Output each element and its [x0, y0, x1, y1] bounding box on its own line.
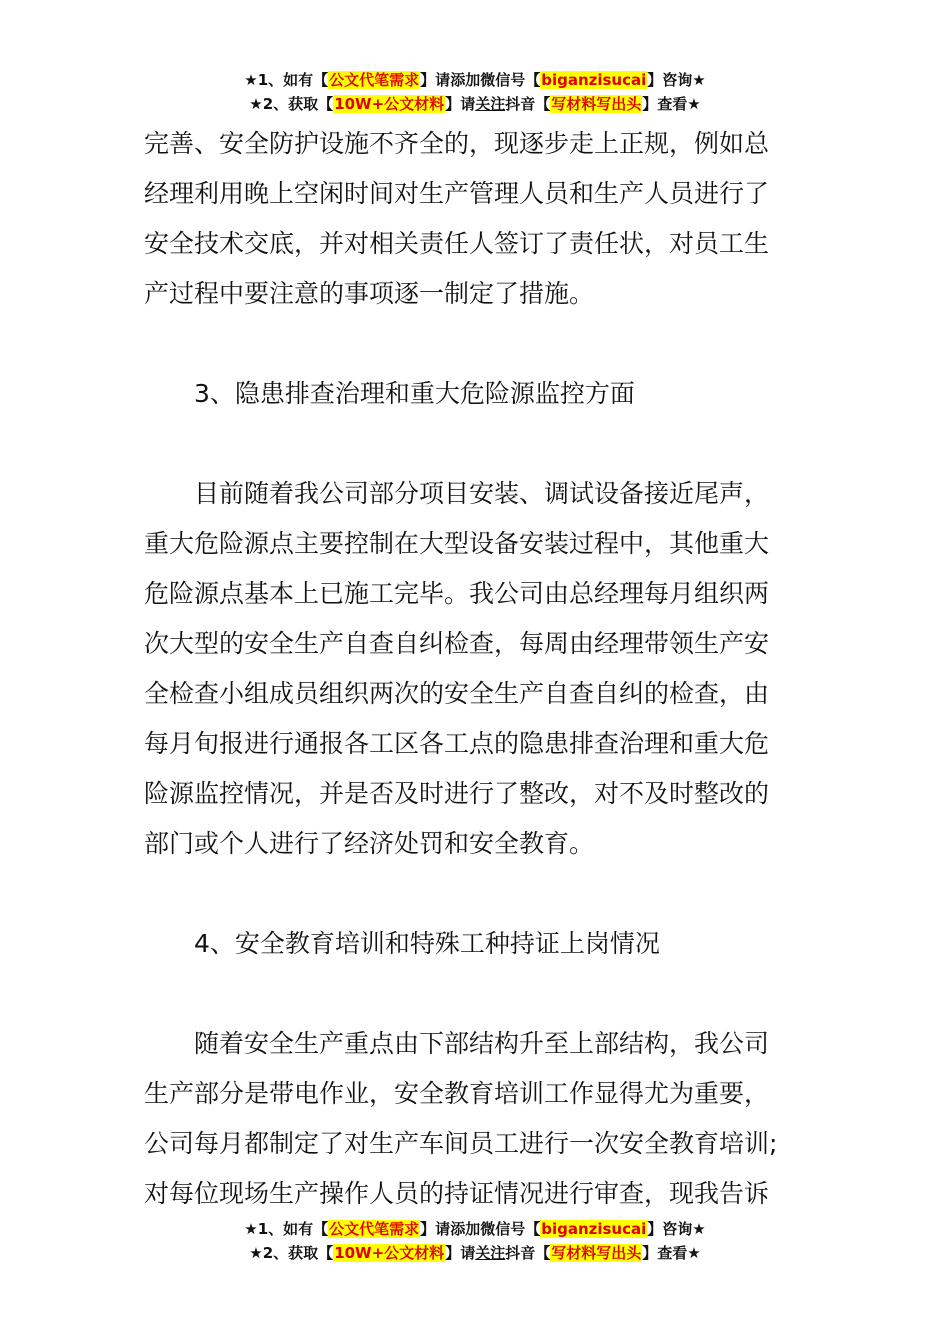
footer-highlight-materials: 10W+公文材料: [334, 1244, 445, 1262]
paragraph-safety-measures: 完善、安全防护设施不齐全的，现逐步走上正规，例如总 经理利用晚上空闲时间对生产管理人员和生产人员进行了 安全技术交底，并对相关责任人签订了责任状，对员工生 产过程中要注意的事项逐一制定了措施。: [144, 129, 770, 308]
highlight-materials: 10W+公文材料: [334, 95, 445, 113]
footer-banner: [0, 1217, 950, 1265]
paragraph-hazard-inspection: 目前随着我公司部分项目安装、调试设备接近尾声， 重大危险源点主要控制在大型设备安装过程中，其他重大 危险源点基本上已施工完毕。我公司由总经理每月组织两 次大型的安全生产自查自纠检查，每周由经理带领生产安 全检查小组成员组织两次的安全生产自查自纠的检查，由 每月旬报进行通报各工区各工点的隐患排查治理和重大危 险源监控情况，并是否及时进行了整改，对不及时整改的 部门或个人进行了经济处罚和安全教育。: [144, 479, 770, 858]
footer-highlight-service: 公文代笔需求: [329, 1220, 420, 1238]
footer-banner-line-1: ★1、如有【公文代笔需求】请添加微信号【biganzisucai】咨询★: [244, 1220, 706, 1238]
highlight-wechat-id: biganzisucai: [541, 71, 647, 89]
footer-banner-line-2: ★2、获取【10W+公文材料】请关注抖音【写材料写出头】查看★: [249, 1244, 701, 1262]
section-heading-3: 3、隐患排查治理和重大危险源监控方面: [194, 379, 635, 408]
banner-line-1: ★1、如有【公文代笔需求】请添加微信号【biganzisucai】咨询★: [244, 71, 706, 89]
paragraph-safety-training: 随着安全生产重点由下部结构升至上部结构，我公司 生产部分是带电作业，安全教育培训工作显得尤为重要， 公司每月都制定了对生产车间员工进行一次安全教育培训; 对每位现场生产操作人员的持证情况进行审查，现我告诉: [144, 1029, 778, 1208]
footer-highlight-wechat-id: biganzisucai: [541, 1220, 647, 1238]
section-heading-4: 4、安全教育培训和特殊工种持证上岗情况: [194, 929, 660, 958]
footer-highlight-douyin-account: 写材料写出头: [551, 1244, 642, 1262]
highlight-service: 公文代笔需求: [329, 71, 420, 89]
header-banner: [0, 68, 950, 116]
highlight-douyin-account: 写材料写出头: [551, 95, 642, 113]
banner-line-2: ★2、获取【10W+公文材料】请关注抖音【写材料写出头】查看★: [249, 95, 701, 113]
document-body: [144, 119, 808, 1219]
